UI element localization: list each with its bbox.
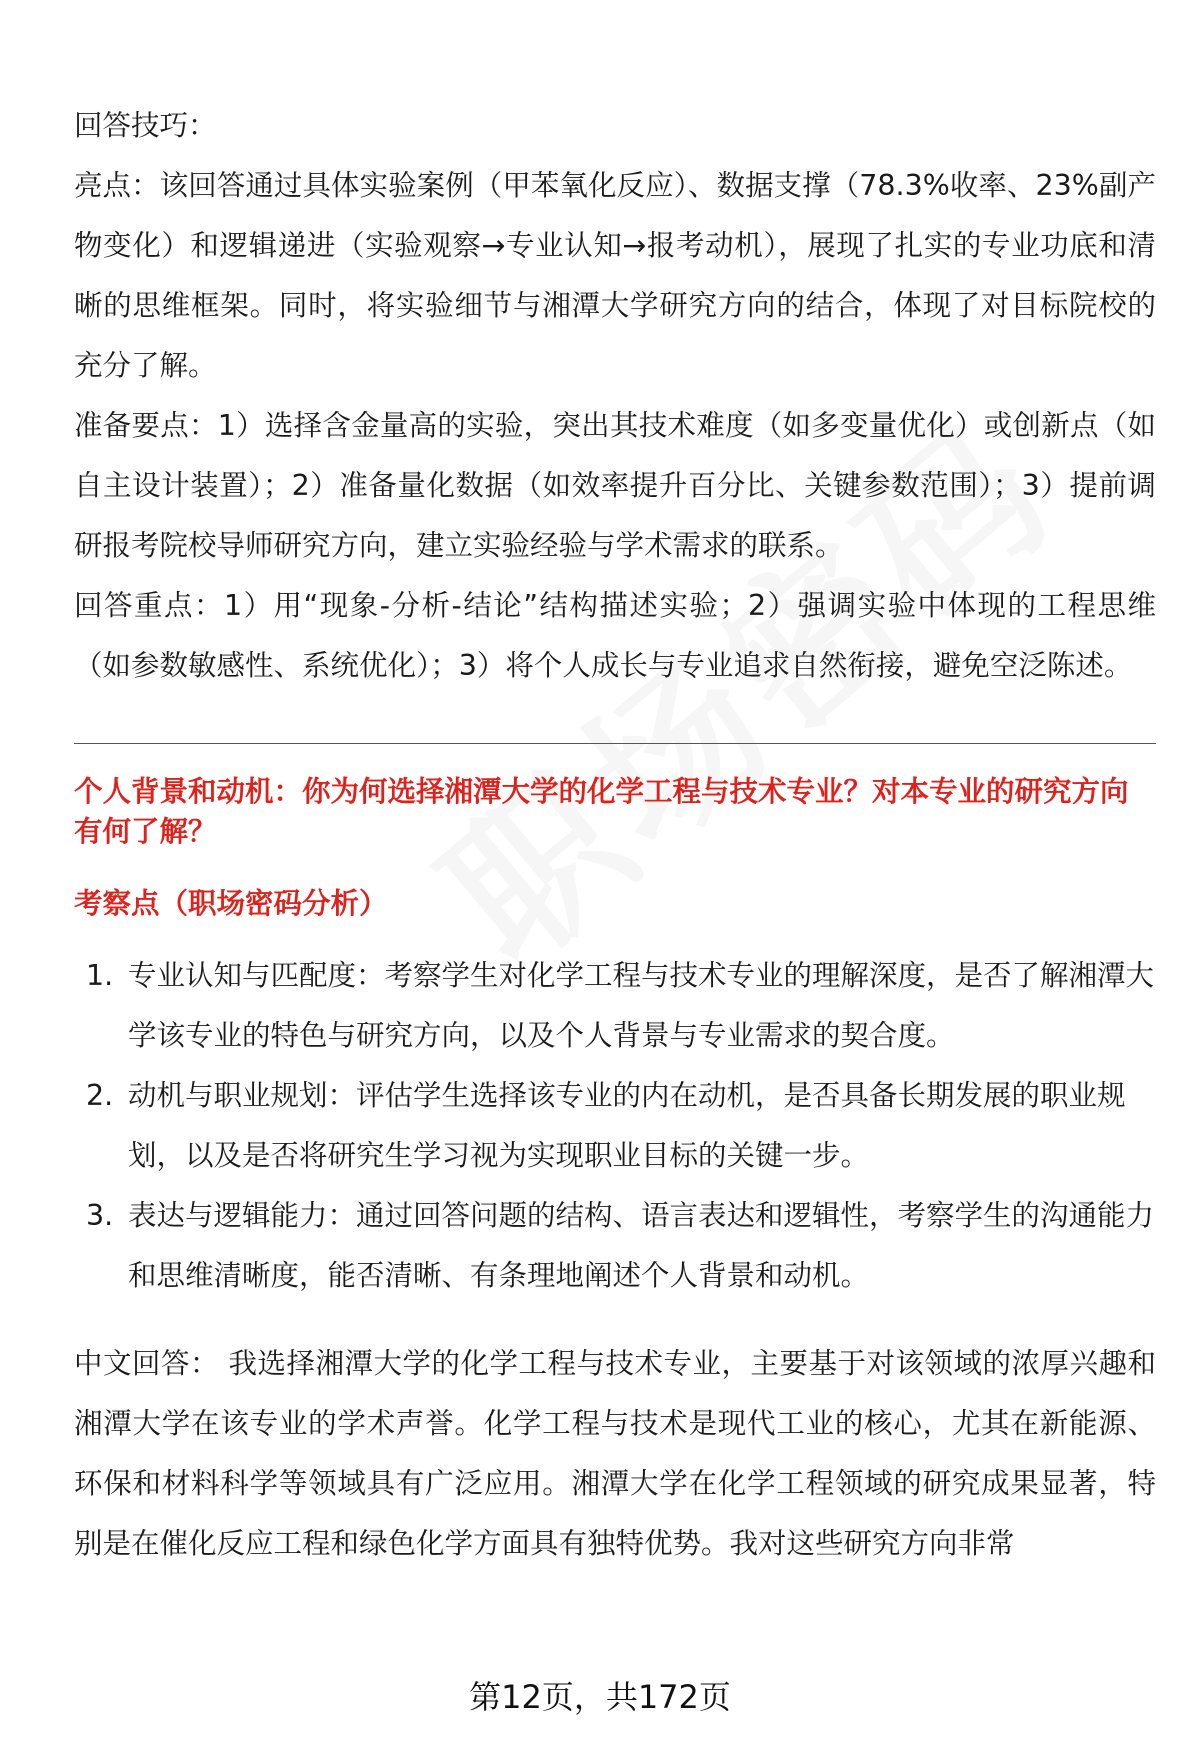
list-item-number: 1.	[86, 959, 114, 992]
list-item	[74, 1066, 1156, 1186]
tips-heading: 回答技巧：	[74, 109, 217, 142]
page-number: 第12页，共172页	[469, 1678, 731, 1716]
document-page	[74, 96, 1156, 1574]
exam-points-heading: 考察点（职场密码分析）	[74, 887, 388, 920]
list-item-number: 2.	[86, 1079, 114, 1112]
list-item-number: 3.	[86, 1199, 114, 1232]
list-item	[74, 1186, 1156, 1306]
list-item-text: 专业认知与匹配度：考察学生对化学工程与技术专业的理解深度，是否了解湘潭大学该专业的特色与研究方向，以及个人背景与专业需求的契合度。	[128, 959, 1155, 1052]
list-item-text: 表达与逻辑能力：通过回答问题的结构、语言表达和逻辑性，考察学生的沟通能力和思维清晰度，能否清晰、有条理地阐述个人背景和动机。	[128, 1199, 1155, 1292]
tips-highlight: 亮点：该回答通过具体实验案例（甲苯氧化反应）、数据支撑（78.3%收率、23%副产物变化）和逻辑递进（实验观察→专业认知→报考动机），展现了扎实的专业功底和清晰的思维框架。同时，将实验细节与湘潭大学研究方向的结合，体现了对目标院校的充分了解。	[74, 169, 1156, 382]
list-item	[74, 946, 1156, 1066]
tips-preparation: 准备要点：1）选择含金量高的实验，突出其技术难度（如多变量优化）或创新点（如自主设计装置）；2）准备量化数据（如效率提升百分比、关键参数范围）；3）提前调研报考院校导师研究方向，建立实验经验与学术需求的联系。	[74, 409, 1156, 562]
chinese-answer: 中文回答： 我选择湘潭大学的化学工程与技术专业，主要基于对该领域的浓厚兴趣和湘潭大学在该专业的学术声誉。化学工程与技术是现代工业的核心，尤其在新能源、环保和材料科学等领域具有广泛应用。湘潭大学在化学工程领域的研究成果显著，特别是在催化反应工程和绿色化学方面具有独特优势。我对这些研究方向非常	[74, 1347, 1156, 1560]
list-item-text: 动机与职业规划：评估学生选择该专业的内在动机，是否具备长期发展的职业规划，以及是否将研究生学习视为实现职业目标的关键一步。	[128, 1079, 1126, 1172]
exam-points-list	[74, 946, 1156, 1306]
tips-focus: 回答重点：1）用“现象-分析-结论”结构描述实验；2）强调实验中体现的工程思维（如参数敏感性、系统优化）；3）将个人成长与专业追求自然衔接，避免空泛陈述。	[74, 589, 1156, 682]
section-divider	[74, 743, 1156, 744]
question-title: 个人背景和动机：你为何选择湘潭大学的化学工程与技术专业？对本专业的研究方向有何了解？	[74, 775, 1129, 848]
